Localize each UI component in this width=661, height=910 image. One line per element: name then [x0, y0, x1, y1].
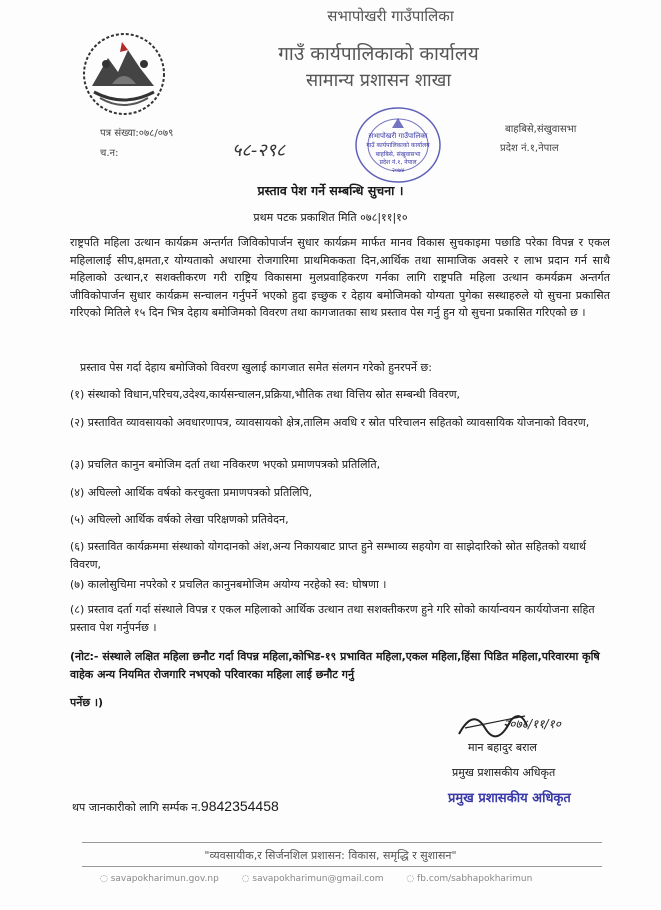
- stamp-line-2: गाउँ कार्यपालिकाको कार्यालय: [366, 142, 430, 149]
- footer-fb: ◌ fb.com/sabhapokharimun: [406, 874, 533, 884]
- signature-icon: [455, 698, 595, 740]
- footer-web: ◌ savapokharimun.gov.np: [100, 874, 219, 884]
- contact-label: थप जानकारीको लागि सर्म्पक न.: [72, 801, 201, 814]
- dispatch-number-label: च.न:: [100, 148, 119, 159]
- signatory-stamp: प्रमुख प्रशासकीय अधिकृत: [448, 791, 571, 806]
- footer-divider: [82, 866, 602, 867]
- stamp-line-3: बाहबिसे, संखुवासभा: [375, 151, 421, 158]
- published-date: प्रथम पटक प्रकाशित मिति ०७८|११|१०: [253, 211, 408, 224]
- footer-motto: "व्यवसायीक,र सिर्जनशिल प्रशासन: विकास, समृद्धि र सुशासन": [204, 849, 457, 862]
- footer-divider: [82, 842, 602, 843]
- note-text-end: पर्नेछ ।): [70, 696, 104, 709]
- requirement-item: (७) कालोसुचिमा नपरेको र प्रचलित कानुनबमोजिम अयोग्य नरहेको स्व: घोषणा ।: [70, 578, 387, 591]
- contact-info: [72, 798, 279, 815]
- address-line-2: प्रदेश नं.१,नेपाल: [500, 143, 559, 154]
- stamp-line-1: सभापोखरी गाउँपालिका: [368, 132, 428, 140]
- contact-phone: 9842354458: [200, 798, 279, 814]
- footer-links: [100, 874, 552, 884]
- reference-number: पत्र संख्या:०७८/०७९: [100, 128, 174, 139]
- address-line-1: बाहबिसे,संखुवासभा: [505, 124, 577, 135]
- requirements-intro: प्रस्ताव पेस गर्दा देहाय बमोजिको विवरण खुलाई कागजात समेत संलगन गरेको हुनरपर्ने छ:: [80, 361, 432, 374]
- requirement-item: (२) प्रस्तावित व्यावसायको अवधारणापत्र, व्यावसायको क्षेत्र,तालिम अवधि र स्रोत परिचालन सहितको व्यावसायिक योजनाको विवरण,: [70, 416, 590, 429]
- requirement-item: (५) अघिल्लो आर्थिक वर्षको लेखा परिक्षणको प्रतिवेदन,: [70, 513, 289, 526]
- stamp-line-5: २०७४: [391, 167, 405, 174]
- signatory-name: मान बहादुर बराल: [468, 741, 537, 754]
- header-municipality: सभापोखरी गाउँपालिका: [327, 7, 454, 25]
- dispatch-number-handwritten: ५८-२९८: [232, 140, 286, 161]
- header-branch: सामान्य प्रशासन शाखा: [305, 70, 452, 91]
- requirement-item: (१) संस्थाको विधान,परिचय,उदेश्य,कार्यसन्चालन,प्रक्रिया,भौतिक तथा वित्तिय स्रोत सम्बन्धी विवरण,: [70, 388, 461, 401]
- header-office: गाउँ कार्यपालिकाको कार्यालय: [278, 43, 479, 65]
- note-text: (नोट:- संस्थाले लक्षित महिला छनौट गर्दा विपन्न महिला,कोभिड-१९ प्रभावित महिला,एकल महिला,हिंसा पिडित महिला,परिवारमा कृषि वाहेक अन्य नियमित रोजगारि नभएको परिवारका महिला लाई छनौट गर्नु: [70, 650, 600, 681]
- signatory-title: प्रमुख प्रशासकीय अधिकृत: [452, 766, 556, 779]
- requirement-item: (८) प्रस्ताव दर्ता गर्दा संस्थाले विपन्न र एकल महिलाको आर्थिक उत्थान तथा सशक्तीकरण हुने गरि सोको कार्यान्वयन कार्ययोजना सहित प्रस्ताव पेश गर्नुपर्नछ ।: [70, 603, 595, 634]
- intro-paragraph: राष्ट्रपति महिला उत्थान कार्यक्रम अन्तर्गत जिविकोपार्जन सुधार कार्यक्रम मार्फत मानव विकास सुचकाइमा पछाडि परेका विपन्न र एकल महिलालाई सीप,क्षमता,र योग्यताको अधारमा रोजगारिमा प्राथमिककता दिन,आर्थिक तथा सामाजिक अवसरे र लाभ प्रदान गर्न साथै महिलाको उत्थान,र सशक्तीकरण गरी राष्ट्रिय विकासमा मुलप्रवाहिकरण गर्नका लागि राष्ट्रपति महिला उत्थान कमर्यक्रम अन्तर्गत जीविकोपार्जन सुधार कार्यक्रम सन्चालन गर्नुपर्ने भएको हुदा इच्छुक र देहाय बमोजिमको योग्यता पुगेका सस्थाहरुले यो सुचना प्रकासित गरिएको मितिले १५ दिन भित्र देहाय बमोजिमको विवरण तथा कागजातका साथ प्रस्ताव पेस गर्नु हुन यो सुचना प्रकासित गरिएको छ ।: [70, 236, 610, 319]
- requirement-item: (४) अघिल्लो आर्थिक वर्षको करचुक्ता प्रमाणपत्रको प्रतिलिपि,: [70, 486, 313, 499]
- requirement-item: (३) प्रचलित कानुन बमोजिम दर्ता तथा नविकरण भएको प्रमाणपत्रको प्रतिलिति,: [70, 458, 381, 471]
- notice-title: प्रस्ताव पेश गर्ने सम्बन्धि सुचना ।: [257, 183, 404, 198]
- office-stamp-icon: [352, 104, 444, 186]
- stamp-line-4: प्रदेश नं.१, नेपाल: [379, 159, 417, 166]
- footer-email: ◌ savapokharimun@gmail.com: [241, 874, 384, 884]
- signature-date: २०७८/११/१०: [503, 717, 562, 731]
- requirement-item: (६) प्रस्तावित कार्यक्रममा संस्थाको योगदानको अंश,अन्य निकायबाट प्राप्त हुने सम्भाव्य सहयोग वा साझेदारिको स्रोत सहितको यथार्थ विवरण,: [70, 540, 587, 571]
